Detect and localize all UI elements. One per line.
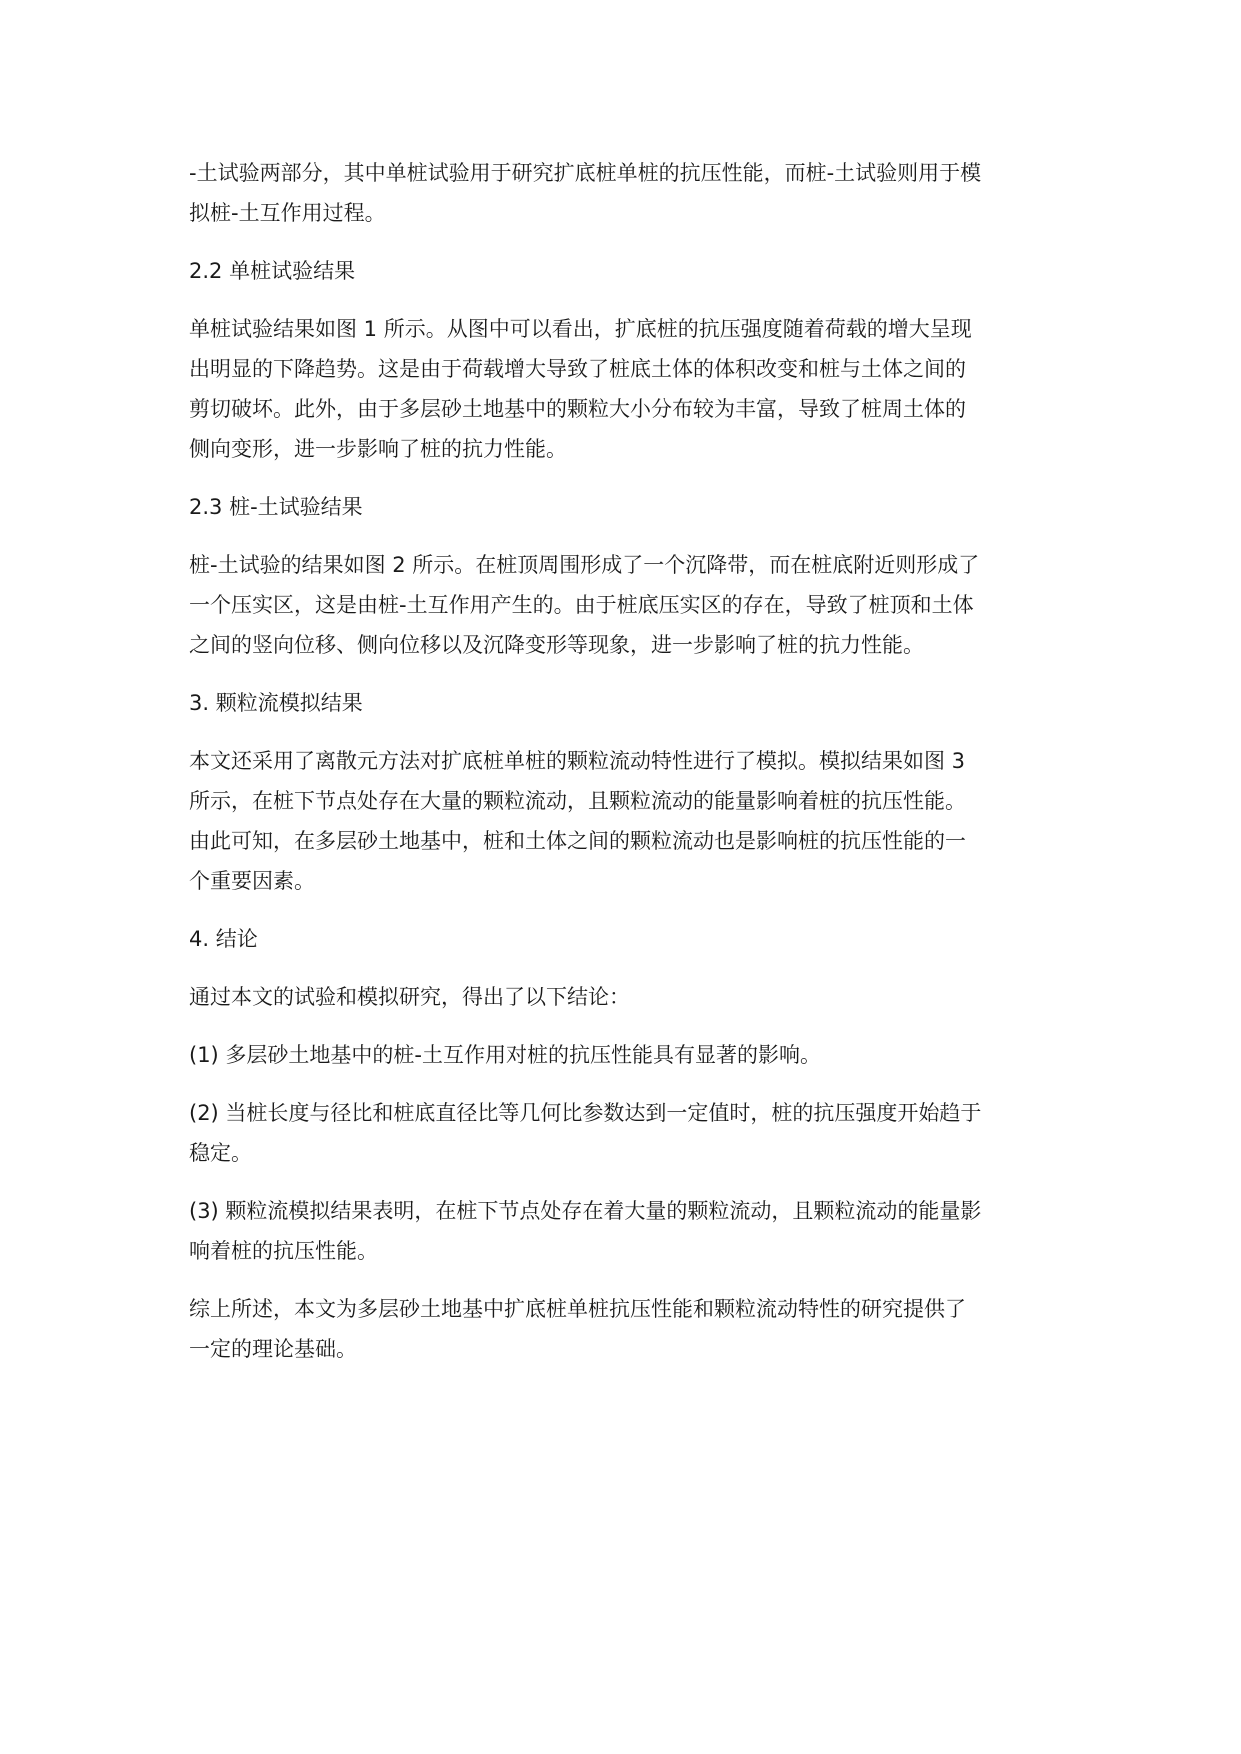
section-heading-2-2: 2.2 单桩试验结果 — [189, 259, 356, 283]
conclusion-item-3: (3) 颗粒流模拟结果表明，在桩下节点处存在着大量的颗粒流动，且颗粒流动的能量影 响着桩的抗压性能。 — [189, 1199, 982, 1263]
document-body — [189, 153, 1069, 1387]
paragraph-single-pile-results: 单桩试验结果如图 1 所示。从图中可以看出，扩底桩的抗压强度随着荷载的增大呈现 出明显的下降趋势。这是由于荷载增大导致了桩底土体的体积改变和桩与土体之间的 剪切破坏。此外，由于多层砂土地基中的颗粒大小分布较为丰富，导致了桩周土体的 侧向变形，进一步影响了桩的抗力性能。 — [189, 317, 972, 461]
section-heading-3: 3. 颗粒流模拟结果 — [189, 691, 363, 715]
paragraph-summary: 综上所述，本文为多层砂土地基中扩底桩单桩抗压性能和颗粒流动特性的研究提供了 一定的理论基础。 — [189, 1297, 966, 1361]
conclusion-item-2: (2) 当桩长度与径比和桩底直径比等几何比参数达到一定值时，桩的抗压强度开始趋于 稳定。 — [189, 1101, 982, 1165]
paragraph-conclusion-intro: 通过本文的试验和模拟研究，得出了以下结论： — [189, 985, 630, 1009]
section-heading-4: 4. 结论 — [189, 927, 258, 951]
paragraph-pile-soil-results: 桩-土试验的结果如图 2 所示。在桩顶周围形成了一个沉降带，而在桩底附近则形成了 一个压实区，这是由桩-土互作用产生的。由于桩底压实区的存在，导致了桩顶和土体 之间的竖向位移、侧向位移以及沉降变形等现象，进一步影响了桩的抗力性能。 — [189, 553, 980, 657]
conclusion-item-1: (1) 多层砂土地基中的桩-土互作用对桩的抗压性能具有显著的影响。 — [189, 1043, 821, 1067]
section-heading-2-3: 2.3 桩-土试验结果 — [189, 495, 363, 519]
paragraph-particle-flow-results: 本文还采用了离散元方法对扩底桩单桩的颗粒流动特性进行了模拟。模拟结果如图 3 所示，在桩下节点处存在大量的颗粒流动，且颗粒流动的能量影响着桩的抗压性能。 由此可知，在多层砂土地基中，桩和土体之间的颗粒流动也是影响桩的抗压性能的一 个重要因素。 — [189, 749, 966, 893]
paragraph-test-intro: -土试验两部分，其中单桩试验用于研究扩底桩单桩的抗压性能，而桩-土试验则用于模 拟桩-土互作用过程。 — [189, 161, 982, 225]
